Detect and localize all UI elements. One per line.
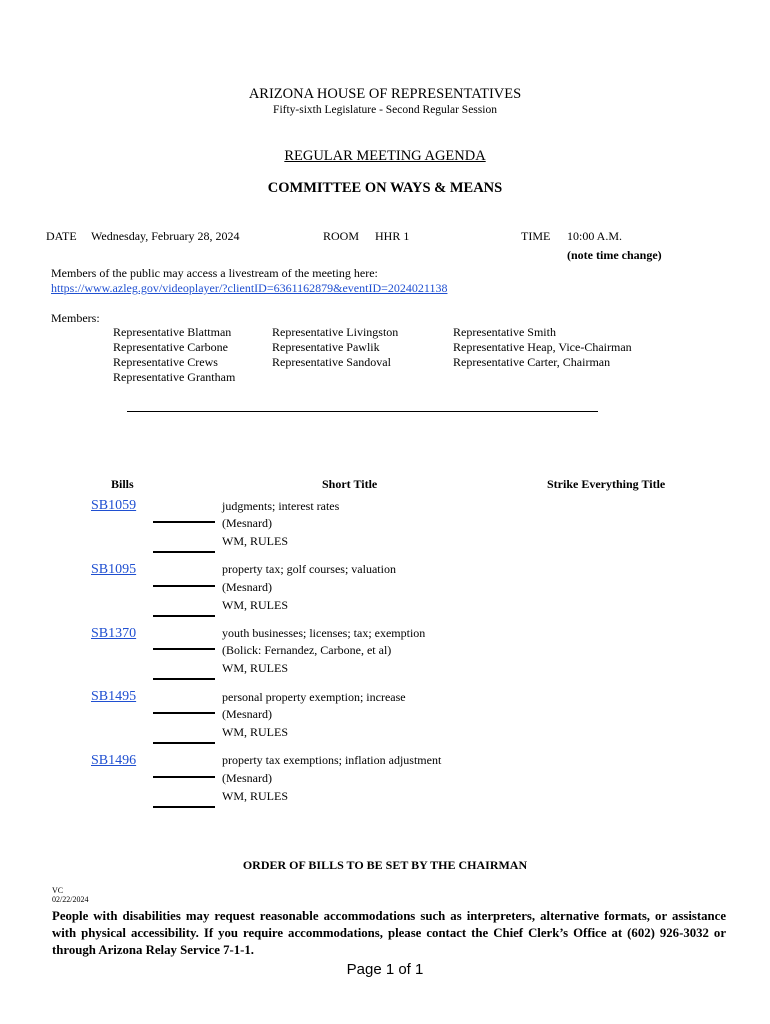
member-heap: Representative Heap, Vice-Chairman xyxy=(453,340,632,354)
bill-link-sb1370[interactable]: SB1370 xyxy=(91,626,137,641)
bill-committees: WM, RULES xyxy=(222,534,288,548)
divider xyxy=(127,411,598,412)
org-title: ARIZONA HOUSE OF REPRESENTATIVES xyxy=(248,86,522,102)
member-carter: Representative Carter, Chairman xyxy=(453,355,611,369)
signature-line xyxy=(153,648,215,650)
bill-sponsor: (Mesnard) xyxy=(222,771,272,785)
signature-line xyxy=(153,521,215,523)
signature-line xyxy=(153,806,215,808)
order-note: ORDER OF BILLS TO BE SET BY THE CHAIRMAN xyxy=(242,858,528,872)
meeting-date: Wednesday, February 28, 2024 xyxy=(91,229,240,243)
bill-short-title: property tax exemptions; inflation adjustment xyxy=(222,753,442,767)
signature-line xyxy=(153,678,215,680)
bill-short-title: personal property exemption; increase xyxy=(222,690,406,704)
time-label: TIME xyxy=(521,229,551,243)
bill-committees: WM, RULES xyxy=(222,725,288,739)
time-note: (note time change) xyxy=(567,248,662,262)
signature-line xyxy=(153,776,215,778)
date-label: DATE xyxy=(46,229,77,243)
member-sandoval: Representative Sandoval xyxy=(272,355,391,369)
bill-link-sb1495[interactable]: SB1495 xyxy=(91,689,137,704)
bill-sponsor: (Mesnard) xyxy=(222,580,272,594)
bill-link-sb1059[interactable]: SB1059 xyxy=(91,498,137,513)
member-carbone: Representative Carbone xyxy=(113,340,228,354)
member-pawlik: Representative Pawlik xyxy=(272,340,380,354)
page-number: Page 1 of 1 xyxy=(346,961,424,978)
bill-link-sb1496[interactable]: SB1496 xyxy=(91,753,137,768)
bill-link-sb1095[interactable]: SB1095 xyxy=(91,562,137,577)
footer-initials: VC xyxy=(52,886,64,895)
signature-line xyxy=(153,585,215,587)
livestream-text: Members of the public may access a livestream of the meeting here: xyxy=(51,266,378,280)
committee-title: COMMITTEE ON WAYS & MEANS xyxy=(267,180,503,196)
room-label: ROOM xyxy=(323,229,360,243)
signature-line xyxy=(153,615,215,617)
footer-date: 02/22/2024 xyxy=(52,895,89,904)
member-grantham: Representative Grantham xyxy=(113,370,236,384)
members-label: Members: xyxy=(51,311,100,325)
meeting-room: HHR 1 xyxy=(375,229,410,243)
member-smith: Representative Smith xyxy=(453,325,556,339)
agenda-title: REGULAR MEETING AGENDA xyxy=(284,148,486,164)
signature-line xyxy=(153,712,215,714)
livestream-link[interactable]: https://www.azleg.gov/videoplayer/?clientID=6361162879&eventID=2024021138 xyxy=(51,281,448,295)
signature-line xyxy=(153,551,215,553)
bill-committees: WM, RULES xyxy=(222,661,288,675)
signature-line xyxy=(153,742,215,744)
member-livingston: Representative Livingston xyxy=(272,325,399,339)
member-blattman: Representative Blattman xyxy=(113,325,232,339)
header-strike-title: Strike Everything Title xyxy=(547,477,666,491)
bill-sponsor: (Bolick: Fernandez, Carbone, et al) xyxy=(222,643,392,657)
session-subtitle: Fifty-sixth Legislature - Second Regular Session xyxy=(273,104,497,116)
meeting-time: 10:00 A.M. xyxy=(567,229,623,243)
bill-short-title: property tax; golf courses; valuation xyxy=(222,562,396,576)
bill-sponsor: (Mesnard) xyxy=(222,516,272,530)
member-crews: Representative Crews xyxy=(113,355,218,369)
bill-committees: WM, RULES xyxy=(222,598,288,612)
bill-short-title: judgments; interest rates xyxy=(222,499,340,513)
header-bills: Bills xyxy=(111,477,134,491)
header-short-title: Short Title xyxy=(322,477,378,491)
bill-committees: WM, RULES xyxy=(222,789,288,803)
bill-short-title: youth businesses; licenses; tax; exemption xyxy=(222,626,426,640)
bill-sponsor: (Mesnard) xyxy=(222,707,272,721)
accessibility-notice: People with disabilities may request reasonable accommodations such as interpreters, alternative formats, or assistance with physical accessibility. If you require accommodations, please contact the Chief Clerk’s Office at (602) 926-3032 or through Arizona Relay Service 7-1-1. xyxy=(52,909,726,957)
